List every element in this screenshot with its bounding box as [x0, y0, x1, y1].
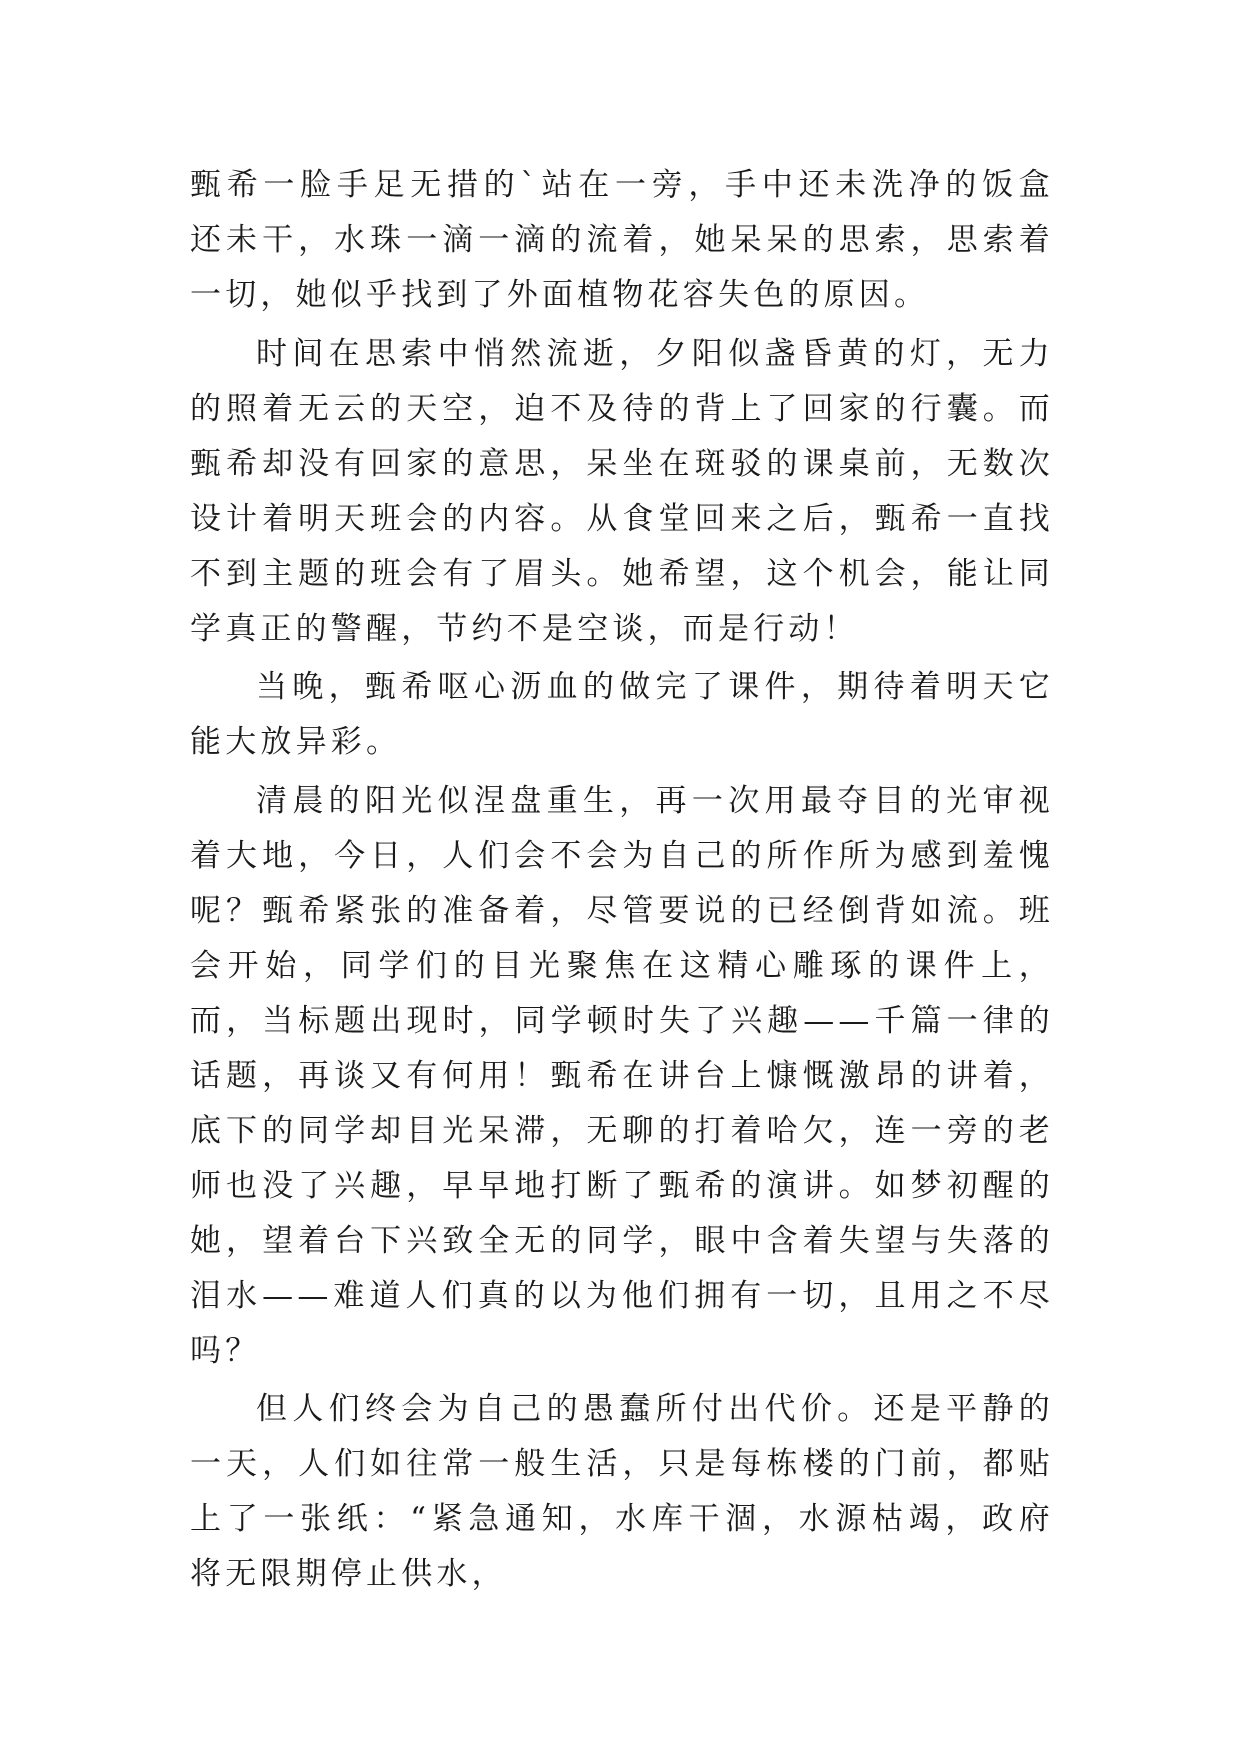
paragraph-2: 时间在思索中悄然流逝，夕阳似盏昏黄的灯，无力的照着无云的天空，迫不及待的背上了回家的行囊。而甄希却没有回家的意思，呆坐在斑驳的课桌前，无数次设计着明天班会的内容。从食堂回来之后，甄希一直找不到主题的班会有了眉头。她希望，这个机会，能让同学真正的警醒，节约不是空谈，而是行动！: [190, 335, 1054, 647]
paragraph-4: 清晨的阳光似涅盘重生，再一次用最夺目的光审视着大地，今日，人们会不会为自己的所作所为感到羞愧呢？甄希紧张的准备着，尽管要说的已经倒背如流。班会开始，同学们的目光聚焦在这精心雕琢的课件上，而，当标题出现时，同学顿时失了兴趣——千篇一律的话题，再谈又有何用！甄希在讲台上慷慨激昂的讲着，底下的同学却目光呆滞，无聊的打着哈欠，连一旁的老师也没了兴趣，早早地打断了甄希的演讲。如梦初醒的她，望着台下兴致全无的同学，眼中含着失望与失落的泪水——难道人们真的以为他们拥有一切，且用之不尽吗？: [190, 782, 1054, 1369]
paragraph-3: 当晚，甄希呕心沥血的做完了课件，期待着明天它能大放异彩。: [190, 669, 1054, 760]
paragraph-5: 但人们终会为自己的愚蠢所付出代价。还是平静的一天，人们如往常一般生活，只是每栋楼的门前，都贴上了一张纸：“紧急通知，水库干涸，水源枯竭，政府将无限期停止供水，: [190, 1391, 1054, 1592]
document-body: [190, 158, 1054, 1606]
paragraph-1: 甄希一脸手足无措的`站在一旁，手中还未洗净的饭盒还未干，水珠一滴一滴的流着，她呆呆的思索，思索着一切，她似乎找到了外面植物花容失色的原因。: [190, 167, 1054, 313]
